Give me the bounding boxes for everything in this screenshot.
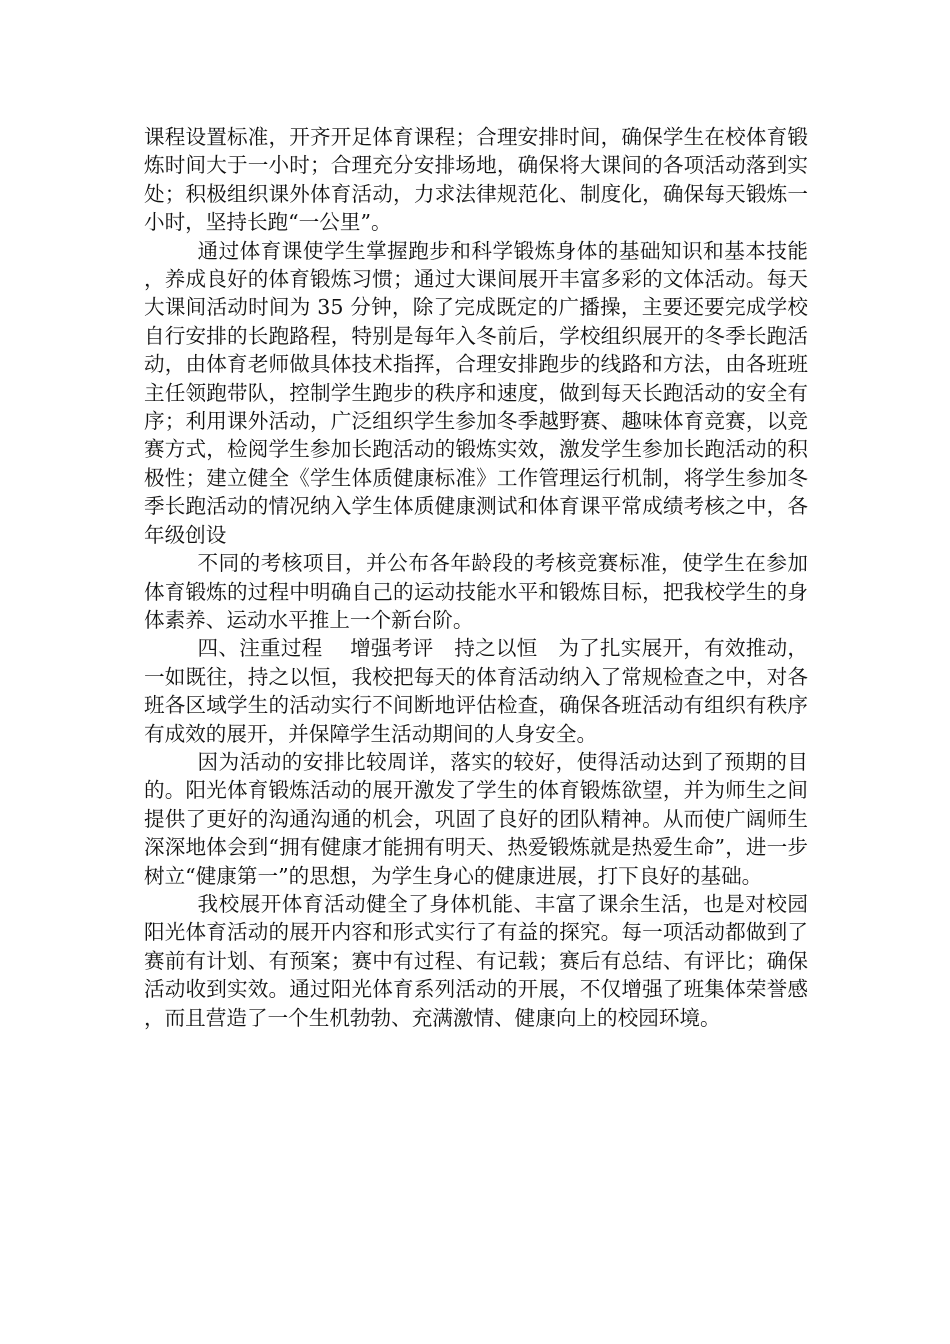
- paragraph-assessment-standards: 不同的考核项目，并公布各年龄段的考核竞赛标准，使学生在参加体育锻炼的过程中明确自己的运动技能水平和锻炼目标，把我校学生的身体素养、运动水平推上一个新台阶。: [144, 551, 808, 632]
- paragraph-process-evaluation: 四、注重过程 增强考评 持之以恒 为了扎实展开，有效推动，一如既往，持之以恒，我校把每天的体育活动纳入了常规检查之中，对各班各区域学生的活动实行不间断地评估检查，确保各班活动有组织有秩序有成效的展开，并保障学生活动期间的人身安全。: [144, 636, 808, 746]
- paragraph-conclusion: 我校展开体育活动健全了身体机能、丰富了课余生活，也是对校园阳光体育活动的展开内容和形式实行了有益的探究。每一项活动都做到了赛前有计划、有预案；赛中有过程、有记载；赛后有总结、有评比；确保活动收到实效。通过阳光体育系列活动的开展，不仅增强了班集体荣誉感，而且营造了一个生机勃勃、充满激情、健康向上的校园环境。: [144, 891, 808, 1030]
- paragraph-activity-results: 因为活动的安排比较周详，落实的较好，使得活动达到了预期的目的。阳光体育锻炼活动的展开激发了学生的体育锻炼欲望，并为师生之间提供了更好的沟通沟通的机会，巩固了良好的团队精神。从而使广阔师生深深地体会到“拥有健康才能拥有明天、热爱锻炼就是热爱生命”，进一步树立“健康第一”的思想，为学生身心的健康进展，打下良好的基础。: [144, 749, 808, 888]
- document-page: [144, 123, 808, 1032]
- paragraph-course-standards: 课程设置标准，开齐开足体育课程；合理安排时间，确保学生在校体育锻炼时间大于一小时；合理充分安排场地，确保将大课间的各项活动落到实处；积极组织课外体育活动，力求法律规范化、制度化，确保每天锻炼一小时，坚持长跑“一公里”。: [144, 125, 808, 235]
- paragraph-pe-class-running: 通过体育课使学生掌握跑步和科学锻炼身体的基础知识和基本技能，养成良好的体育锻炼习惯；通过大课间展开丰富多彩的文体活动。每天大课间活动时间为 35 分钟，除了完成既定的广播操，主要还要完成学校自行安排的长跑路程，特别是每年入冬前后，学校组织展开的冬季长跑活动，由体育老师做具体技术指挥，合理安排跑步的线路和方法，由各班班主任领跑带队，控制学生跑步的秩序和速度，做到每天长跑活动的安全有序；利用课外活动，广泛组织学生参加冬季越野赛、趣味体育竞赛，以竞赛方式，检阅学生参加长跑活动的锻炼实效，激发学生参加长跑活动的积极性；建立健全《学生体质健康标准》工作管理运行机制，将学生参加冬季长跑活动的情况纳入学生体质健康测试和体育课平常成绩考核之中，各年级创设: [144, 238, 808, 547]
